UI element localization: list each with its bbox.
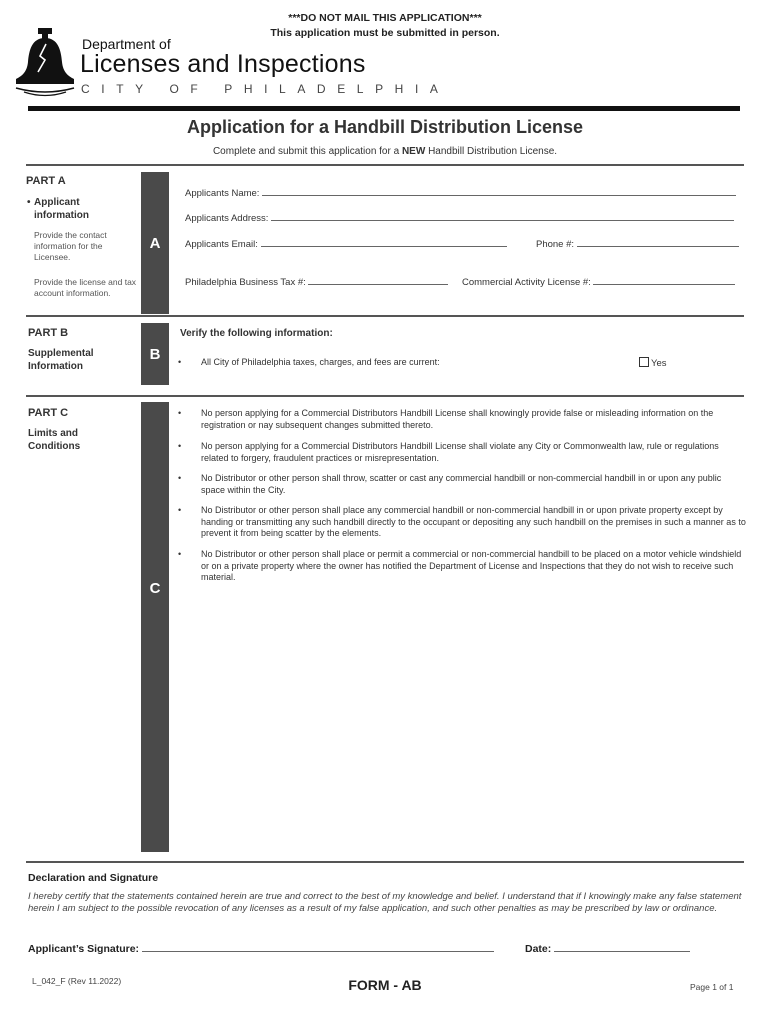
condition-item: • No Distributor or other person shall throw, scatter or cast any commercial handbill or non-commercial handbill in or upon any public space within the City. <box>178 473 722 495</box>
header-divider <box>28 106 740 111</box>
taxes-current-item: All City of Philadelphia taxes, charges, and fees are current: <box>201 357 440 367</box>
condition-item: • No person applying for a Commercial Distributors Handbill License shall knowingly provide false or misleading information on the registration or nay subsequent changes submitted thereto. <box>178 408 714 430</box>
page-title: Application for a Handbill Distribution License <box>186 117 584 137</box>
condition-item: • No person applying for a Commercial Distributors Handbill License shall violate any City or Commonwealth law, rule or regulations related to forgery, fraudulent practices or misrepresentation. <box>178 441 719 463</box>
part-b-label: Supplemental Information <box>28 348 94 372</box>
commercial-activity-license-field[interactable]: Commercial Activity License #: <box>462 276 735 288</box>
signature-field[interactable]: Applicant’s Signature: <box>28 943 494 955</box>
city-name: CITY OF PHILADELPHIA <box>81 82 450 96</box>
declaration-heading: Declaration and Signature <box>28 872 159 884</box>
yes-checkbox[interactable]: Yes <box>639 357 667 369</box>
applicant-email-field[interactable]: Applicants Email: <box>185 238 507 250</box>
part-a-label: Applicant information <box>34 197 89 221</box>
verify-heading: Verify the following information: <box>180 328 333 339</box>
part-b-marker: B <box>141 323 169 385</box>
checkbox-icon[interactable] <box>639 357 649 367</box>
page-subtitle: Complete and submit this application for a NEW Handbill Distribution License. <box>212 146 558 157</box>
declaration-text: I hereby certify that the statements contained herein are true and correct to the best of my knowledge and belief. I understand that if I knowingly make any false statement herein I am subject to the possible revocation of any licenses as a result of my false application, and such other penalties as may be prescribed by law or ordinance. <box>28 891 742 914</box>
part-a-bullet: • <box>27 197 31 208</box>
declaration-divider <box>26 861 744 863</box>
department-line: Department of <box>82 36 171 52</box>
part-b-divider <box>26 315 744 317</box>
part-c-divider <box>26 395 744 397</box>
business-tax-field[interactable]: Philadelphia Business Tax #: <box>185 276 448 288</box>
submit-in-person-notice: This application must be submitted in person. <box>270 27 500 39</box>
date-field[interactable]: Date: <box>525 943 690 955</box>
part-a-desc-license: Provide the license and tax account information. <box>34 277 137 298</box>
condition-item: • No Distributor or other person shall place any commercial handbill or non-commercial handbill in or upon private property except by handing or transmitting any such handbill directly to the occupant or depositing any such handbill on the premises in such a manner as to prevent it from being scatter by the elements. <box>178 505 746 538</box>
liberty-bell-icon <box>12 26 76 100</box>
part-b-heading: PART B <box>28 327 69 339</box>
part-b-bullet: • <box>178 357 182 367</box>
phone-field[interactable]: Phone #: <box>536 238 739 250</box>
part-a-desc-contact: Provide the contact information for the Licensee. <box>34 230 107 262</box>
department-name: Licenses and Inspections <box>80 50 366 78</box>
part-a-marker: A <box>141 172 169 314</box>
applicant-name-field[interactable]: Applicants Name: <box>185 187 736 199</box>
part-a-heading: PART A <box>26 175 66 187</box>
form-code: L_042_F (Rev 11.2022) <box>32 976 122 986</box>
part-c-label: Limits and Conditions <box>28 428 81 452</box>
do-not-mail-notice: ***DO NOT MAIL THIS APPLICATION*** <box>288 12 482 24</box>
part-a-divider <box>26 164 744 166</box>
page-number: Page 1 of 1 <box>690 982 734 992</box>
form-name: FORM - AB <box>348 977 422 993</box>
part-c-heading: PART C <box>28 407 69 419</box>
applicant-address-field[interactable]: Applicants Address: <box>185 212 734 224</box>
part-c-marker: C <box>141 402 169 852</box>
condition-item: • No Distributor or other person shall place or permit a commercial or non-commercial handbill to be placed on a motor vehicle windshield or on a private property where the owner has notified the Department of License and Inspections that they do not wish to receive such material. <box>178 549 742 582</box>
